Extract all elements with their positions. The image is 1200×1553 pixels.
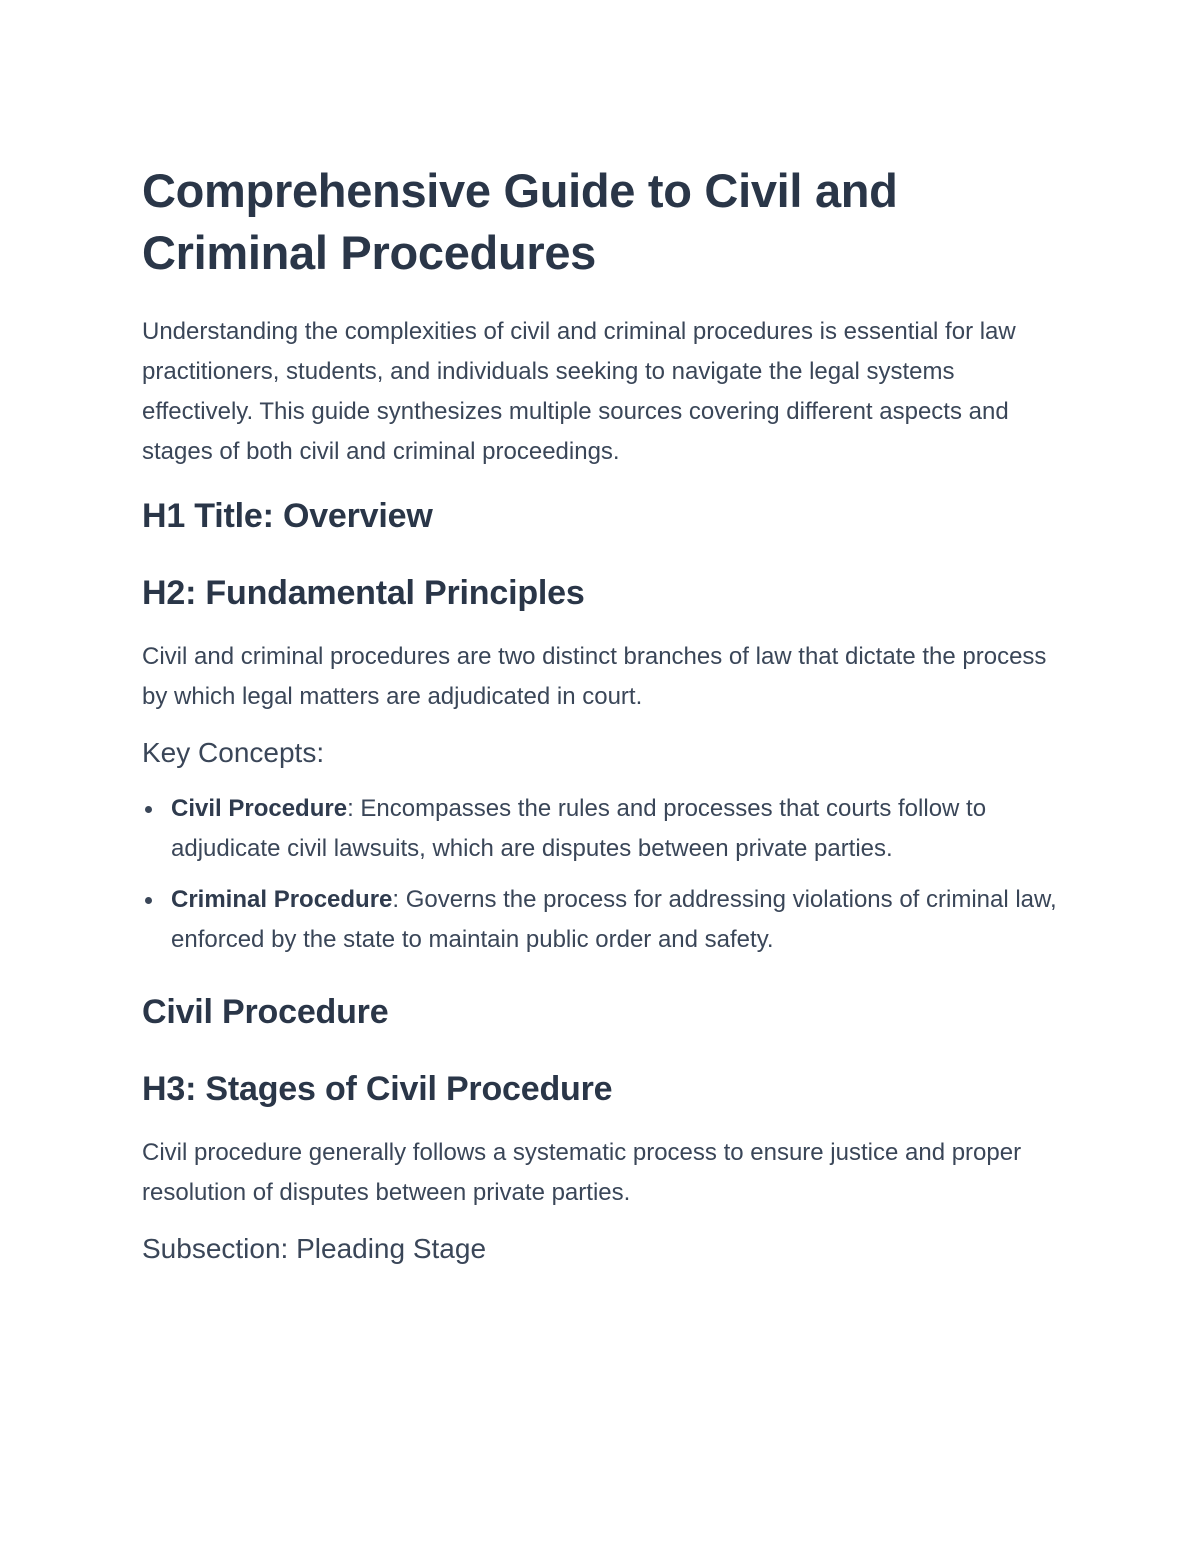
list-item-definition: : Governs the process for addressing violations of criminal law, enforced by the state to maintain public order and safety. bbox=[171, 886, 1057, 953]
key-concepts-heading: Key Concepts: bbox=[142, 737, 325, 768]
civil-procedure-heading: Civil Procedure bbox=[142, 993, 389, 1031]
bullet-icon bbox=[145, 806, 152, 813]
fundamentals-paragraph: Civil and criminal procedures are two distinct branches of law that dictate the process by which legal matters are adjudicated in court. bbox=[142, 643, 1047, 710]
stages-paragraph: Civil procedure generally follows a systematic process to ensure justice and proper resolution of disputes between private parties. bbox=[142, 1139, 1022, 1206]
list-item-term: Civil Procedure bbox=[171, 795, 348, 822]
list-item-term: Criminal Procedure bbox=[171, 886, 393, 913]
list-item bbox=[142, 880, 1062, 960]
fundamentals-heading: H2: Fundamental Principles bbox=[142, 574, 585, 612]
key-concepts-list bbox=[142, 789, 1062, 960]
intro-paragraph: Understanding the complexities of civil and criminal procedures is essential for law practitioners, students, and individuals seeking to navigate the legal systems effectively. This guide synthesizes multiple sources covering different aspects and stages of both civil and criminal proceedings. bbox=[142, 318, 1016, 465]
list-item bbox=[142, 789, 1062, 869]
list-item-definition: : Encompasses the rules and processes that courts follow to adjudicate civil lawsuits, which are disputes between private parties. bbox=[171, 795, 987, 862]
bullet-icon bbox=[145, 897, 152, 904]
stages-heading: H3: Stages of Civil Procedure bbox=[142, 1070, 613, 1108]
pleading-stage-heading: Subsection: Pleading Stage bbox=[142, 1233, 487, 1264]
overview-heading: H1 Title: Overview bbox=[142, 497, 433, 535]
document-page bbox=[142, 160, 1062, 1285]
document-title: Comprehensive Guide to Civil and Criminal Procedures bbox=[142, 164, 898, 279]
